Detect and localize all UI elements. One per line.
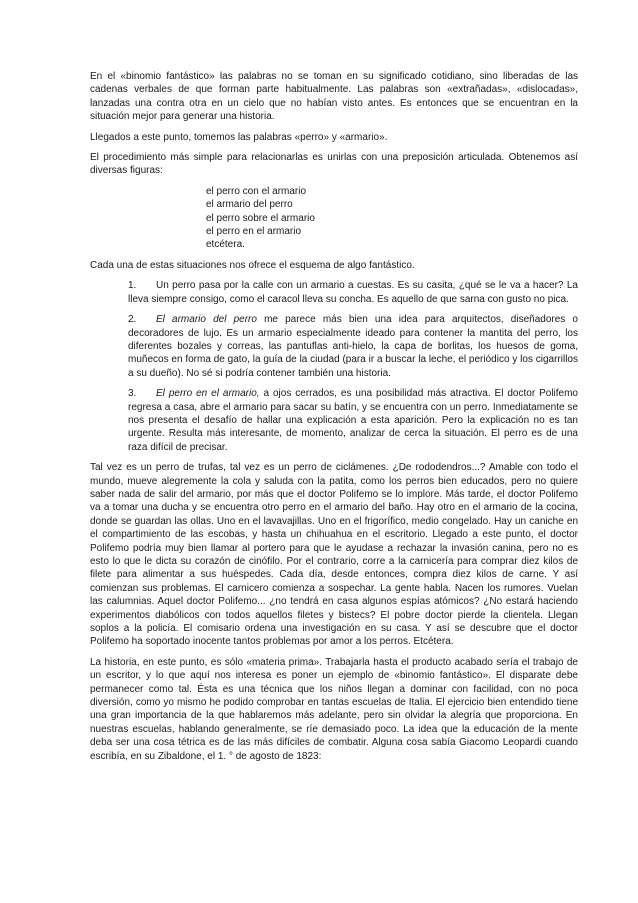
- numbered-item-2: [128, 313, 578, 380]
- item-text: a ojos cerrados, es una posibilidad más atractiva. El doctor Polifemo regresa a casa, abre el armario para sacar su batín, y se encuentra con un perro. Inmediatamente se nos presenta el desafío de hallar una explicación a esta aparición. Pero la explicación no es tan urgente. Resulta más interesante, de momento, analizar de cerca la situación. El perro es de una raza difícil de precisar.: [128, 388, 578, 453]
- numbered-item-3: [128, 387, 578, 454]
- item-text: me parece más bien una idea para arquitectos, diseñadores o decoradores de lujo. Es un armario especialmente ideado para contener la mantita del perro, los diferentes bozales y correas, las pantuflas anti-hielo, la capa de borlitas, los huesos de goma, muñecos en forma de gato, la guía de la ciudad (para ir a buscar la leche, el periódico y los cigarrillos a su dueño). No sé si podría contener también una historia.: [128, 314, 578, 379]
- figure-item: etcétera.: [206, 239, 245, 251]
- paragraph-situaciones: Cada una de estas situaciones nos ofrece el esquema de algo fantástico.: [90, 259, 415, 271]
- paragraph-procedimiento: El procedimiento más simple para relacionarlas es unirlas con una preposición articulada. Obtenemos así diversas figuras:: [90, 152, 578, 177]
- figures-list: [206, 185, 578, 252]
- figure-item: el perro con el armario: [206, 185, 307, 197]
- paragraph-perro-armario: Llegados a este punto, tomemos las palabras «perro» y «armario».: [90, 131, 388, 143]
- item-number: 1.: [128, 280, 137, 292]
- figure-item: el armario del perro: [206, 199, 293, 211]
- item-number: 3.: [128, 388, 137, 400]
- numbered-item-1: [128, 279, 578, 306]
- document-page: [90, 70, 578, 770]
- item-number: 2.: [128, 314, 137, 326]
- figure-item: el perro sobre el armario: [206, 212, 315, 224]
- paragraph-materia-prima: La historia, en este punto, es sólo «materia prima». Trabajarla hasta el producto acabado sería el trabajo de un escritor, y lo que aquí nos interesa es poner un ejemplo de «binomio fantástico». El disparate debe permanecer como tal. Ésta es una técnica que los niños llegan a dominar con facilidad, con no poca diversión, como yo mismo he podido comprobar en tantas escuelas de Italia. El ejercicio bien entendido tiene una gran importancia de la que hablaremos más adelante, pero sin olvidar la alegría que proporciona. En nuestras escuelas, hablando generalmente, se ríe demasiado poco. La idea que la educación de la mente deba ser una cosa tétrica es de las más difíciles de combatir. Alguna cosa sabía Giacomo Leopardi cuando escribía, en su Zibaldone, el 1. ° de agosto de 1823:: [90, 656, 578, 762]
- item-text: Un perro pasa por la calle con un armario a cuestas. Es su casita, ¿qué se le va a hacer? La lleva siempre consigo, como el caracol lleva su concha. Es aquello de que sarna con gusto no pica.: [128, 280, 578, 305]
- paragraph-binomio: En el «binomio fantástico» las palabras no se toman en su significado cotidiano, sino liberadas de las cadenas verbales de que forman parte habitualmente. Las palabras son «extrañadas», «dislocadas», lanzadas una contra otra en un cielo que no habían visto antes. Es entonces que se encuentran en la situación mejor para generar una historia.: [90, 71, 578, 123]
- paragraph-trufas: Tal vez es un perro de trufas, tal vez es un perro de ciclámenes. ¿De rododendros...? Amable con todo el mundo, mueve alegremente la cola y saluda con la patita, como los perros bien educados, pero no quiere saber nada de salir del armario, por más que el doctor Polifemo se lo implore. Más tarde, el doctor Polifemo va a tomar una ducha y se encuentra otro perro en el armario del baño. Hay otro en el armario de la cocina, donde se guardan las ollas. Uno en el lavavajillas. Uno en el frigorífico, medio congelado. Hay un caniche en el compartimiento de las escobas, y hasta un chihuahua en el escritorio. Llegado a este punto, el doctor Polifemo podría muy bien llamar al portero para que le ayudase a rechazar la invasión canina, pero no es esto lo que le dicta su corazón de cinófilo. Por el contrario, corre a la carnicería para comprar diez kilos de filete para alimentar a sus huéspedes. Cada día, desde entonces, compra diez kilos de carne. Y así comienzan sus problemas. El carnicero comienza a sospechar. La gente habla. Nacen los rumores. Vuelan las calumnias. Aquel doctor Polifemo... ¿no tendrá en casa algunos espías atómicos? ¿No estará haciendo experimentos diabólicos con todos aquellos filetes y bistecs? El pobre doctor pierde la clientela. Llegan soplos a la policía. El comisario ordena una investigación en su casa. Y así se descubre que el doctor Polifemo ha soportado inocente tantos problemas por amor a los perros. Etcétera.: [90, 462, 578, 648]
- figure-item: el perro en el armario: [206, 226, 302, 238]
- item-italic: El perro en el armario,: [156, 388, 260, 400]
- item-italic: El armario del perro: [156, 314, 257, 326]
